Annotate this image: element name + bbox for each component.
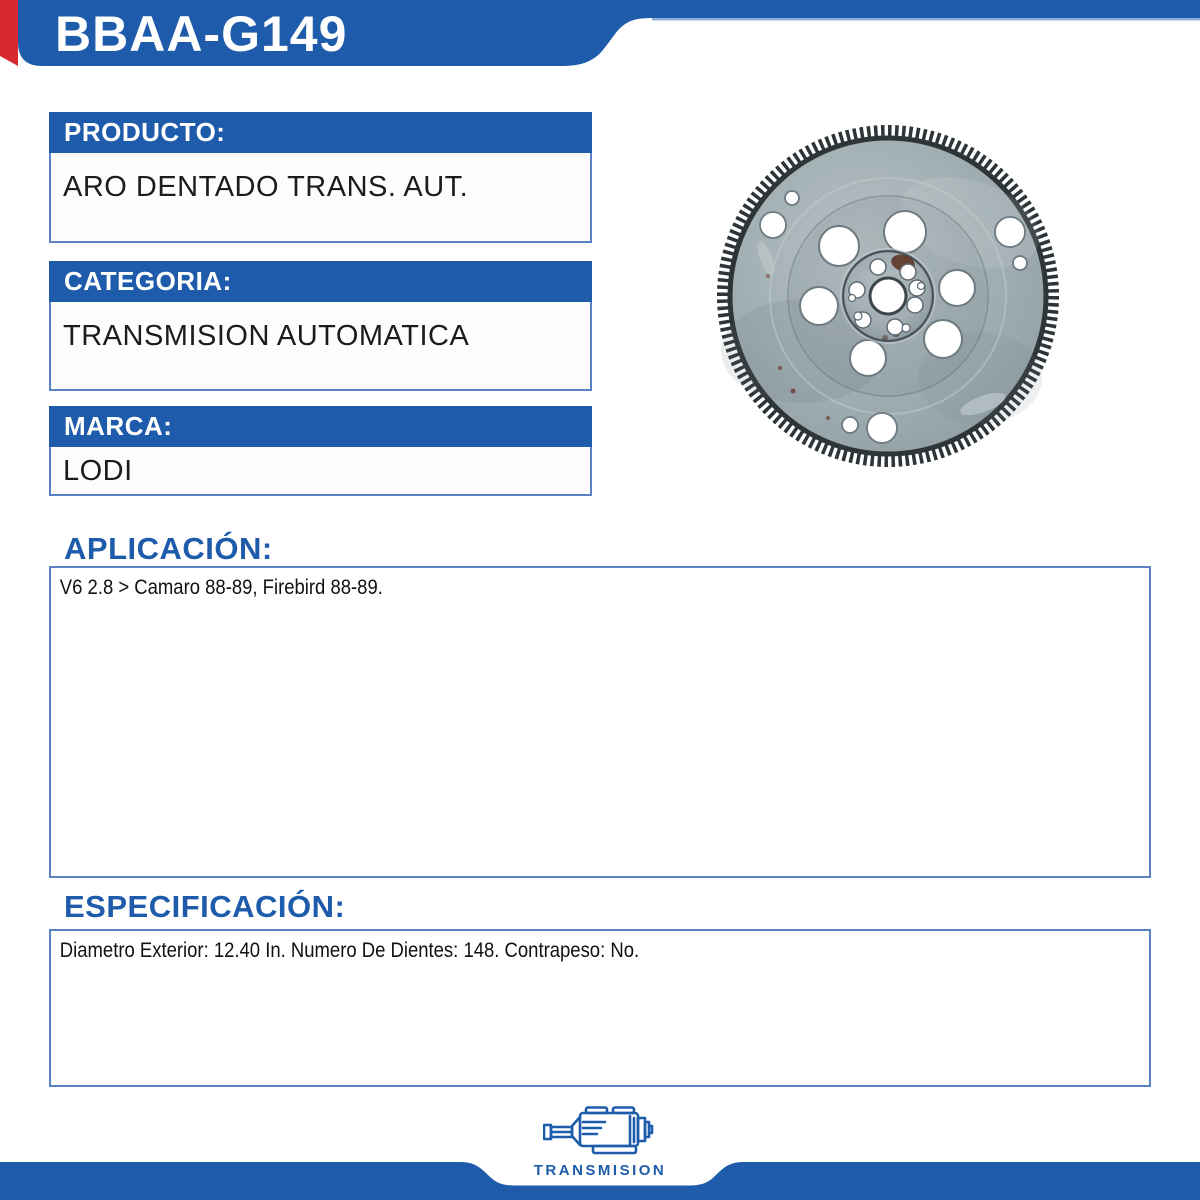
- field-categoria: [49, 261, 592, 391]
- especificacion-box: [49, 929, 1151, 1087]
- field-producto-value: ARO DENTADO TRANS. AUT.: [49, 153, 592, 243]
- field-categoria-label: CATEGORIA:: [49, 261, 592, 302]
- field-marca: [49, 406, 592, 496]
- especificacion-heading: ESPECIFICACIÓN:: [64, 889, 346, 924]
- aplicacion-box: [49, 566, 1151, 878]
- flexplate-hub: [841, 249, 935, 343]
- field-producto-label: PRODUCTO:: [49, 112, 592, 153]
- field-producto: [49, 112, 592, 243]
- aplicacion-text: V6 2.8 > Camaro 88-89, Firebird 88-89.: [59, 576, 383, 599]
- product-photo: [698, 106, 1078, 486]
- transmission-category-label: TRANSMISION: [533, 1162, 667, 1179]
- field-categoria-value: TRANSMISION AUTOMATICA: [49, 302, 592, 391]
- part-number-title: BBAA-G149: [55, 6, 348, 62]
- aplicacion-heading: APLICACIÓN:: [64, 531, 273, 566]
- header-underline: [652, 18, 1200, 21]
- header-red-accent: [0, 0, 18, 66]
- field-marca-label: MARCA:: [49, 406, 592, 447]
- field-marca-value: LODI: [49, 447, 592, 496]
- especificacion-text: Diametro Exterior: 12.40 In. Numero De Dientes: 148. Contrapeso: No.: [59, 939, 640, 962]
- transmission-icon: [543, 1104, 658, 1160]
- flexplate-photo: [698, 106, 1078, 486]
